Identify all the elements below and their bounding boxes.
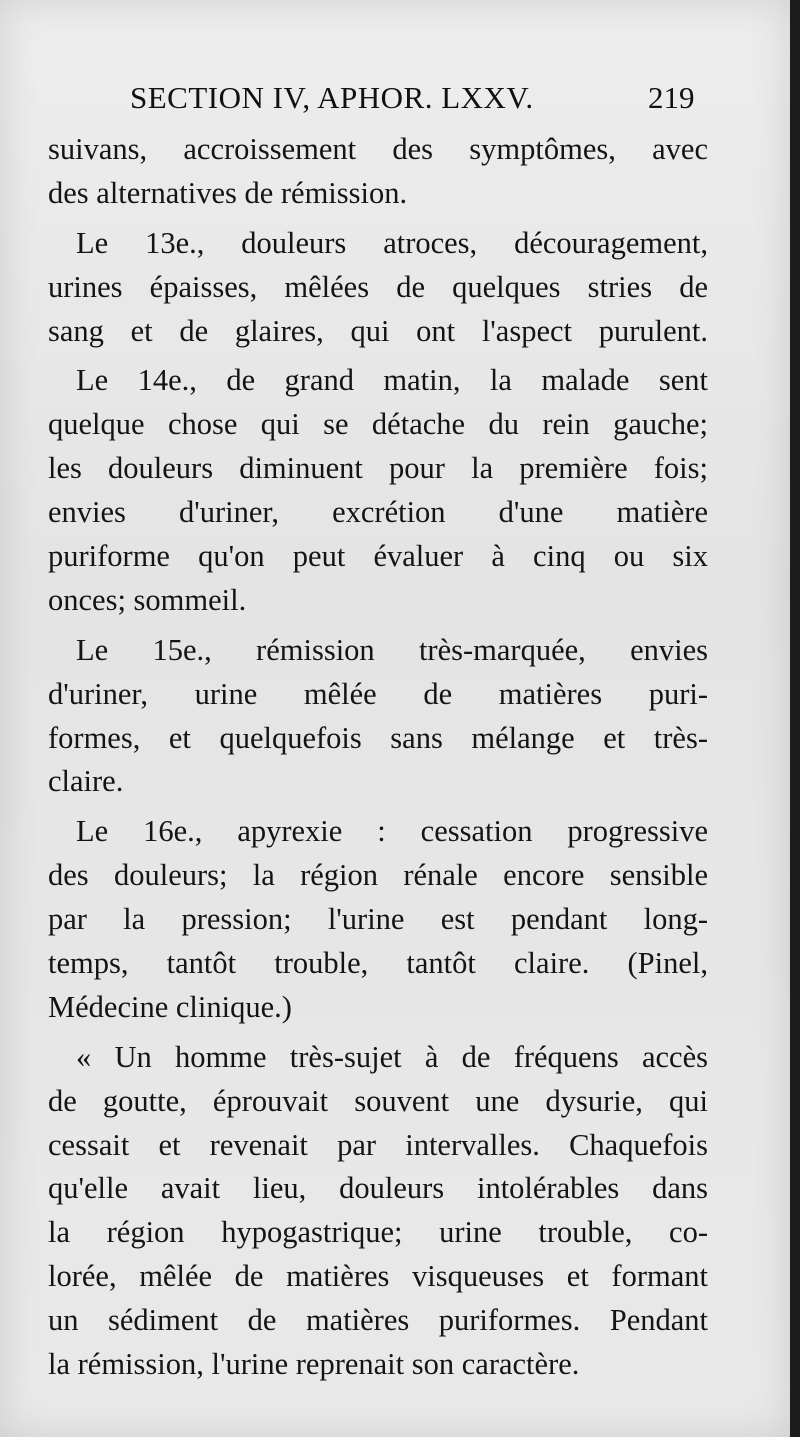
- text-line: puriforme qu'on peut évaluer à cinq ou six: [48, 539, 708, 574]
- page-edge: [790, 0, 800, 1437]
- text-line: des douleurs; la région rénale encore sensible: [48, 858, 708, 893]
- text-line: d'uriner, urine mêlée de matières puri-: [48, 676, 708, 711]
- text-line: les douleurs diminuent pour la première fois;: [48, 451, 708, 486]
- text-line: qu'elle avait lieu, douleurs intolérables dans: [48, 1171, 708, 1206]
- text-line: temps, tantôt trouble, tantôt claire. (Pinel,: [48, 946, 708, 981]
- running-head: SECTION IV, APHOR. LXXV.: [130, 80, 534, 115]
- text-line: de goutte, éprouvait souvent une dysurie, qui: [48, 1083, 708, 1118]
- paragraph: [48, 128, 708, 216]
- text-line: cessait et revenait par intervalles. Chaquefois: [48, 1127, 708, 1162]
- paragraph: [48, 629, 708, 805]
- text-line: Médecine clinique.): [48, 989, 292, 1024]
- text-line: Le 13e., douleurs atroces, découragement,: [76, 225, 708, 260]
- paragraph: [48, 222, 708, 354]
- text-line: des alternatives de rémission.: [48, 175, 408, 210]
- text-line: onces; sommeil.: [48, 582, 247, 617]
- text-line: formes, et quelquefois sans mélange et très-: [48, 720, 708, 755]
- text-line: suivans, accroissement des symptômes, avec: [48, 132, 708, 166]
- text-line: « Un homme très-sujet à de fréquens accès: [76, 1039, 708, 1074]
- text-line: la rémission, l'urine reprenait son caractère.: [48, 1347, 580, 1382]
- body-text: [48, 128, 708, 1393]
- text-line: Le 14e., de grand matin, la malade sent: [76, 363, 708, 398]
- text-line: urines épaisses, mêlées de quelques stries de: [48, 269, 708, 304]
- text-line: sang et de glaires, qui ont l'aspect purulent.: [48, 313, 708, 348]
- page-header: [0, 80, 790, 124]
- text-line: la région hypogastrique; urine trouble, co-: [48, 1215, 708, 1250]
- page-number: 219: [648, 80, 695, 115]
- text-line: claire.: [48, 764, 124, 799]
- text-line: Le 15e., rémission très-marquée, envies: [76, 632, 708, 667]
- text-line: quelque chose qui se détache du rein gauche;: [48, 407, 708, 442]
- text-line: Le 16e., apyrexie : cessation progressive: [76, 814, 708, 849]
- paragraph: [48, 359, 708, 622]
- text-line: envies d'uriner, excrétion d'une matière: [48, 495, 708, 530]
- text-line: lorée, mêlée de matières visqueuses et formant: [48, 1259, 708, 1294]
- paragraph: [48, 1036, 708, 1387]
- text-line: par la pression; l'urine est pendant long-: [48, 902, 708, 937]
- text-line: un sédiment de matières puriformes. Pendant: [48, 1303, 708, 1338]
- paragraph: [48, 810, 708, 1029]
